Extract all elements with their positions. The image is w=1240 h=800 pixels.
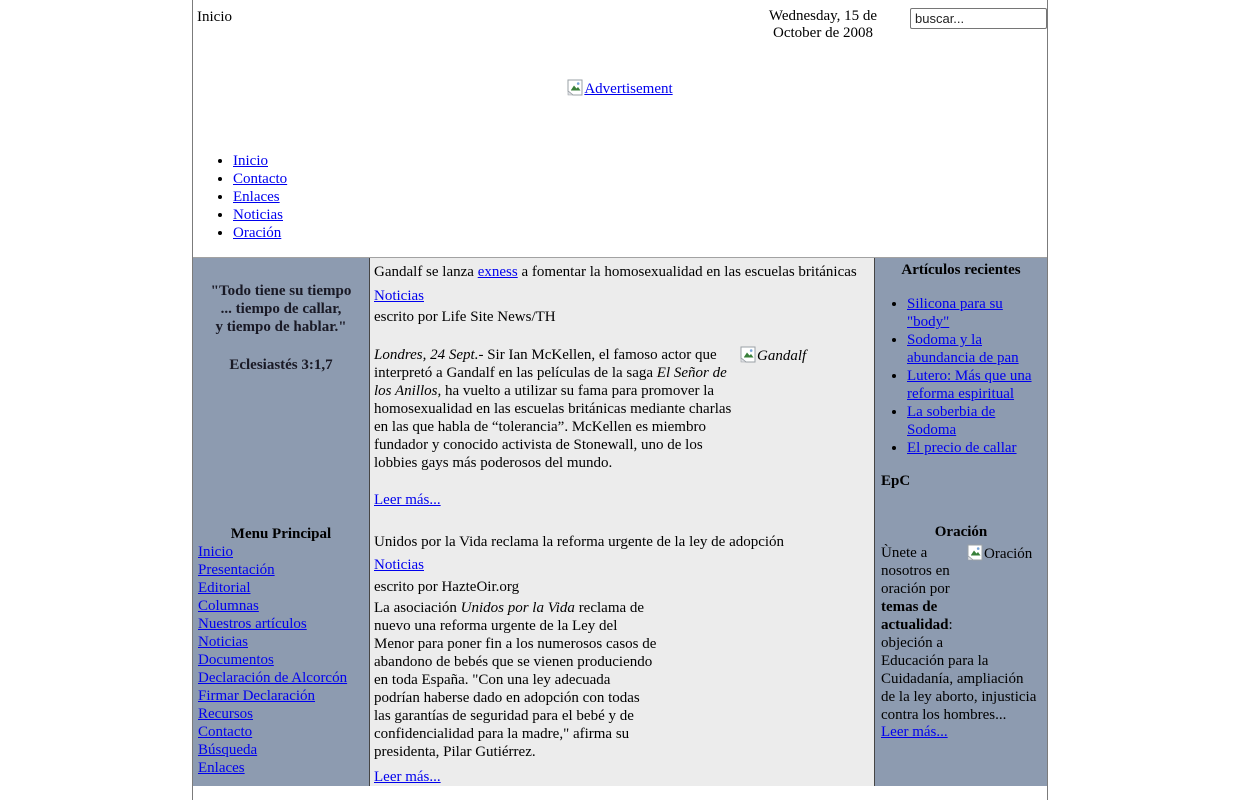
main-menu (198, 543, 364, 777)
epc-label: EpC (881, 473, 911, 489)
article-1-read-more-link[interactable]: Leer más... (374, 492, 441, 508)
recent-link-lutero[interactable]: Lutero: Más que una reforma espiritual (907, 368, 1032, 402)
advertisement-alt-text: Advertisement (584, 81, 673, 97)
search-input[interactable] (910, 8, 1047, 29)
article-1-book-title: El Señor de los Anillos, (374, 365, 727, 399)
menu-item-firmar-declaracion[interactable]: Firmar Declaración (198, 688, 316, 704)
recent-link-sodoma-pan[interactable]: Sodoma y la abundancia de pan (907, 332, 1019, 366)
article-1-title (374, 263, 870, 281)
article-2-section-link[interactable]: Noticias (374, 557, 424, 573)
advertisement-banner (193, 79, 1047, 99)
left-sidebar (193, 258, 370, 786)
right-sidebar (875, 258, 1047, 786)
nav-link-enlaces[interactable]: Enlaces (233, 189, 280, 205)
breadcrumb: Inicio (197, 9, 232, 25)
recent-item (907, 403, 1041, 439)
date-line-1: Wednesday, 15 de (768, 8, 878, 24)
article-1-image-alt-text: Gandalf (757, 348, 807, 364)
advertisement-link[interactable] (567, 81, 672, 97)
menu-item-declaracion-alcorcon[interactable]: Declaración de Alcorcón (198, 670, 348, 686)
menu-item-columnas[interactable]: Columnas (198, 598, 259, 614)
date-display (762, 8, 884, 42)
menu-item-contacto[interactable]: Contacto (198, 724, 253, 740)
date-line-2: October de 2008 (773, 25, 873, 41)
recent-item (907, 367, 1041, 403)
article-2-paragraph-text: La asociación (374, 600, 461, 616)
menu-item-enlaces[interactable]: Enlaces (198, 760, 245, 776)
article-1-section-link[interactable]: Noticias (374, 288, 424, 304)
recent-item (907, 331, 1041, 367)
article-1-paragraph-text: Sir Ian McKellen, el famoso actor que (483, 347, 717, 363)
menu-item-presentacion[interactable]: Presentación (198, 562, 275, 578)
article-1-title-link[interactable]: exness (477, 264, 518, 280)
article-2-title: Unidos por la Vida reclama la reforma urgente de la ley de adopción (374, 534, 785, 550)
top-navigation (193, 152, 1047, 242)
prayer-text-2: : objeción a Educación para la Cuidadanía, ampliación de la ley aborto, injusticia contra los hombres... (881, 617, 1037, 723)
prayer-image-broken (967, 544, 1041, 650)
article-1-title-text-2: a fomentar la homosexualidad en las escuelas británicas (517, 264, 857, 280)
article-1-image-broken (740, 346, 870, 464)
recent-item (907, 439, 1041, 457)
broken-image-icon (967, 544, 983, 566)
article-2-read-more-link[interactable]: Leer más... (374, 769, 441, 785)
search-area (910, 8, 1047, 29)
article-1-paragraph-text-2: interpretó a Gandalf en las películas de la saga (374, 365, 657, 381)
quote-line-2: ... tiempo de callar, (220, 301, 342, 317)
nav-item (233, 224, 1047, 242)
prayer-module (881, 544, 1041, 724)
quote-source: Eclesiastés 3:1,7 (229, 357, 333, 373)
article-1-title-text: Gandalf se lanza (374, 264, 478, 280)
prayer-text-bold: temas de actualidad (881, 599, 949, 633)
recent-link-soberbia[interactable]: La soberbia de Sodoma (907, 404, 996, 438)
nav-link-inicio[interactable]: Inicio (233, 153, 268, 169)
prayer-title: Oración (934, 524, 988, 540)
recent-item (907, 295, 1041, 331)
menu-item-nuestros-articulos[interactable]: Nuestros artículos (198, 616, 307, 632)
nav-item (233, 170, 1047, 188)
article-1-body (374, 346, 870, 472)
nav-link-noticias[interactable]: Noticias (233, 207, 283, 223)
article-2-body (374, 599, 870, 765)
recent-link-precio-callar[interactable]: El precio de callar (907, 440, 1017, 456)
article-2-image-placeholder (658, 599, 870, 765)
header (193, 0, 1047, 42)
main-content (370, 258, 875, 786)
content-columns (193, 257, 1047, 786)
menu-item-inicio[interactable]: Inicio (198, 544, 233, 560)
article-2 (374, 533, 870, 786)
nav-link-oracion[interactable]: Oración (233, 225, 282, 241)
quote-line-1: "Todo tiene su tiempo (210, 283, 352, 299)
quote-line-3: y tiempo de hablar." (215, 319, 347, 335)
article-1-dateline: Londres, 24 Sept.- (374, 347, 484, 363)
nav-item (233, 152, 1047, 170)
menu-item-editorial[interactable]: Editorial (198, 580, 251, 596)
article-2-paragraph-text-2: reclama de nuevo una reforma urgente de la Ley del Menor para poner fin a los numerosos casos de abandono de bebés que se vienen produciendo en toda España. "Con una ley adecuada podrían haberse dado en adopción con todas las garantías de seguridad para el bebé y de confidencialidad para la madre," afirma su presidenta, Pilar Gutiérrez. (374, 600, 657, 760)
recent-articles-list (881, 295, 1041, 457)
recent-link-silicona[interactable]: Silicona para su "body" (907, 296, 1003, 330)
scripture-quote (198, 282, 364, 336)
article-2-association-name: Unidos por la Vida (460, 600, 575, 616)
prayer-image-alt-text: Oración (984, 546, 1033, 562)
menu-item-documentos[interactable]: Documentos (198, 652, 274, 668)
prayer-read-more-link[interactable]: Leer más... (881, 724, 948, 740)
nav-link-contacto[interactable]: Contacto (233, 171, 288, 187)
nav-item (233, 188, 1047, 206)
menu-item-busqueda[interactable]: Búsqueda (198, 742, 258, 758)
menu-item-recursos[interactable]: Recursos (198, 706, 253, 722)
article-2-byline: escrito por HazteOir.org (374, 579, 520, 595)
recent-articles-title: Artículos recientes (901, 262, 1021, 278)
broken-image-icon (740, 346, 756, 368)
nav-item (233, 206, 1047, 224)
main-menu-title: Menu Principal (230, 526, 332, 542)
broken-image-icon (567, 79, 583, 101)
article-1 (374, 263, 870, 509)
page-container (192, 0, 1048, 800)
article-1-byline: escrito por Life Site News/TH (374, 309, 556, 325)
menu-item-noticias[interactable]: Noticias (198, 634, 248, 650)
prayer-text: Ùnete a nosotros en oración por (881, 545, 950, 597)
article-1-paragraph-text-3: ha vuelto a utilizar su fama para promover la homosexualidad en las escuelas británicas mediante charlas en las que habla de “tolerancia”. McKellen es miembro fundador y conocido activista de Stonewall, uno de los lobbies gays más poderosos del mundo. (374, 383, 732, 471)
